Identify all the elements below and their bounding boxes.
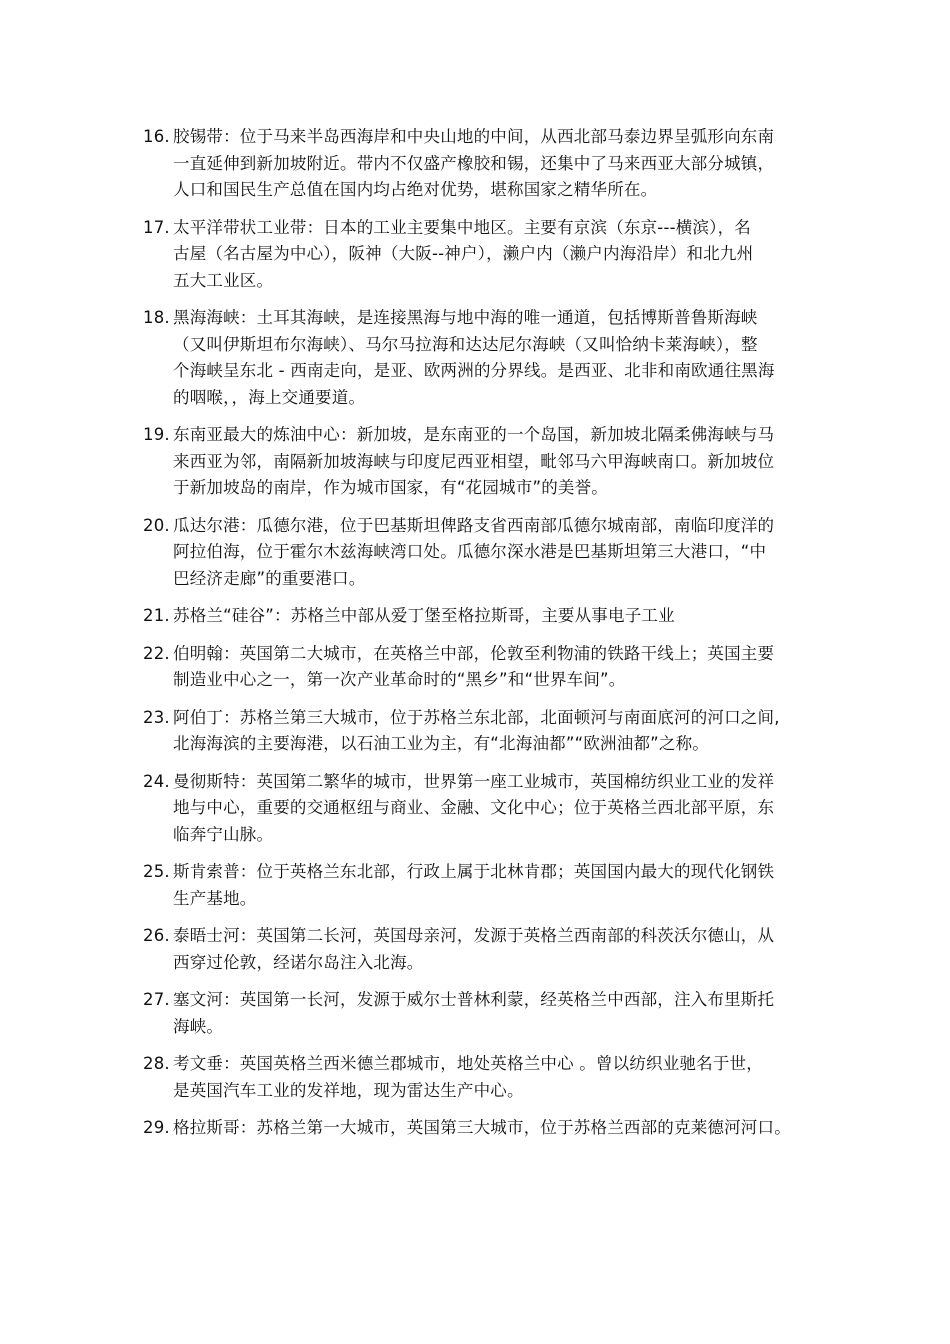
item-text-line: 塞文河：英国第一长河，发源于威尔士普林利蒙，经英格兰中西部，注入布里斯托: [173, 990, 775, 1009]
item-text-line: 是英国汽车工业的发祥地，现为雷达生产中心。: [173, 1080, 524, 1100]
list-item: [143, 215, 823, 295]
list-item: [143, 923, 823, 976]
list-item: [143, 705, 823, 758]
item-text-line: 来西亚为邻，南隔新加坡海峡与印度尼西亚相望，毗邻马六甲海峡南口。新加坡位: [173, 451, 775, 471]
item-text-line: 斯肯索普：位于英格兰东北部，行政上属于北林肯郡；英国国内最大的现代化钢铁: [173, 862, 775, 881]
item-text-line: 一直延伸到新加坡附近。带内不仅盛产橡胶和锡，还集中了马来西亚大部分城镇，: [173, 153, 775, 173]
item-text-line: 胶锡带：位于马来半岛西海岸和中央山地的中间，从西北部马泰边界呈弧形向东南: [173, 127, 775, 146]
list-item: [143, 513, 823, 593]
item-number: 19.: [143, 425, 170, 444]
item-text-line: 五大工业区。: [173, 270, 274, 290]
item-text-line: 格拉斯哥：苏格兰第一大城市，英国第三大城市，位于苏格兰西部的克莱德河河口。: [173, 1118, 791, 1137]
list-item: [143, 124, 823, 204]
item-text-line: 临奔宁山脉。: [173, 824, 274, 844]
item-text-line: 的咽喉，，海上交通要道。: [173, 387, 366, 407]
list-item: [143, 1051, 823, 1104]
item-number: 17.: [143, 217, 170, 237]
item-number: 20.: [143, 515, 170, 535]
item-text-line: 制造业中心之一，第一次产业革命时的“黑乡”和“世界车间”。: [173, 670, 626, 689]
item-text-line: 泰晤士河：英国第二长河，英国母亲河，发源于英格兰西南部的科茨沃尔德山，从: [173, 926, 775, 945]
item-text-line: 西穿过伦敦，经诺尔岛注入北海。: [173, 952, 424, 972]
item-number: 26.: [143, 926, 170, 945]
item-text-line: 人口和国民生产总值在国内均占绝对优势，堪称国家之精华所在。: [173, 180, 658, 199]
item-text-line: 北海海滨的主要海港，以石油工业为主，有“北海油都”“欧洲油都”之称。: [173, 734, 709, 753]
list-item: [143, 641, 823, 694]
item-text-line: 曼彻斯特：英国第二繁华的城市，世界第一座工业城市，英国棉纺织业工业的发祥: [173, 771, 775, 791]
item-number: 22.: [143, 643, 170, 663]
list-item: [143, 305, 823, 411]
item-text-line: 生产基地。: [173, 888, 257, 908]
item-text-line: 阿伯丁：苏格兰第三大城市，位于苏格兰东北部，北面顿河与南面底河的河口之间,: [173, 707, 780, 727]
item-number: 16.: [143, 127, 170, 146]
item-text-line: 太平洋带状工业带：日本的工业主要集中地区。主要有京滨（东京---横滨），名: [173, 217, 752, 237]
list-item: [143, 422, 823, 502]
item-number: 24.: [143, 771, 170, 791]
item-number: 18.: [143, 308, 170, 327]
item-number: 25.: [143, 862, 170, 881]
item-text-line: 考文垂：英国英格兰西米德兰郡城市，地处英格兰中心 。曾以纺织业驰名于世，: [173, 1054, 763, 1073]
item-text-line: 苏格兰“硅谷”：苏格兰中部从爱丁堡至格拉斯哥，主要从事电子工业: [173, 606, 675, 625]
item-text-line: 古屋（名古屋为中心），阪神（大阪--神户），濑户内（濑户内海沿岸）和北九州: [173, 244, 754, 263]
item-text-line: 伯明翰：英国第二大城市，在英格兰中部，伦敦至利物浦的铁路干线上；英国主要: [173, 643, 775, 663]
item-number: 29.: [143, 1118, 170, 1137]
item-text-line: 巴经济走廊”的重要港口。: [173, 568, 366, 588]
list-item: [143, 769, 823, 849]
item-text-line: 于新加坡岛的南岸，作为城市国家，有“花园城市”的美誉。: [173, 478, 608, 497]
item-text-line: 阿拉伯海，位于霍尔木兹海峡湾口处。瓜德尔深水港是巴基斯坦第三大港口，“中: [173, 542, 767, 561]
item-text-line: 黑海海峡：土耳其海峡，是连接黑海与地中海的唯一通道，包括博斯普鲁斯海峡: [173, 308, 758, 327]
item-number: 21.: [143, 606, 170, 625]
numbered-list: [143, 124, 823, 1153]
list-item: [143, 859, 823, 912]
item-text-line: 个海峡呈东北 - 西南走向，是亚、欧两洲的分界线。是西亚、北非和南欧通往黑海: [173, 361, 775, 380]
list-item: [143, 1115, 823, 1142]
item-text-line: 海峡。: [173, 1016, 224, 1036]
item-number: 28.: [143, 1054, 170, 1073]
item-number: 23.: [143, 707, 170, 727]
item-number: 27.: [143, 990, 170, 1009]
list-item: [143, 603, 823, 630]
item-text-line: 地与中心，重要的交通枢纽与商业、金融、文化中心；位于英格兰西北部平原，东: [173, 798, 775, 817]
item-text-line: 瓜达尔港：瓜德尔港，位于巴基斯坦俾路支省西南部瓜德尔城南部，南临印度洋的: [173, 515, 775, 535]
item-text-line: （又叫伊斯坦布尔海峡）、马尔马拉海和达达尼尔海峡（又叫恰纳卡莱海峡），整: [173, 334, 758, 354]
item-text-line: 东南亚最大的炼油中心：新加坡，是东南亚的一个岛国，新加坡北隔柔佛海峡与马: [173, 425, 775, 444]
list-item: [143, 987, 823, 1040]
